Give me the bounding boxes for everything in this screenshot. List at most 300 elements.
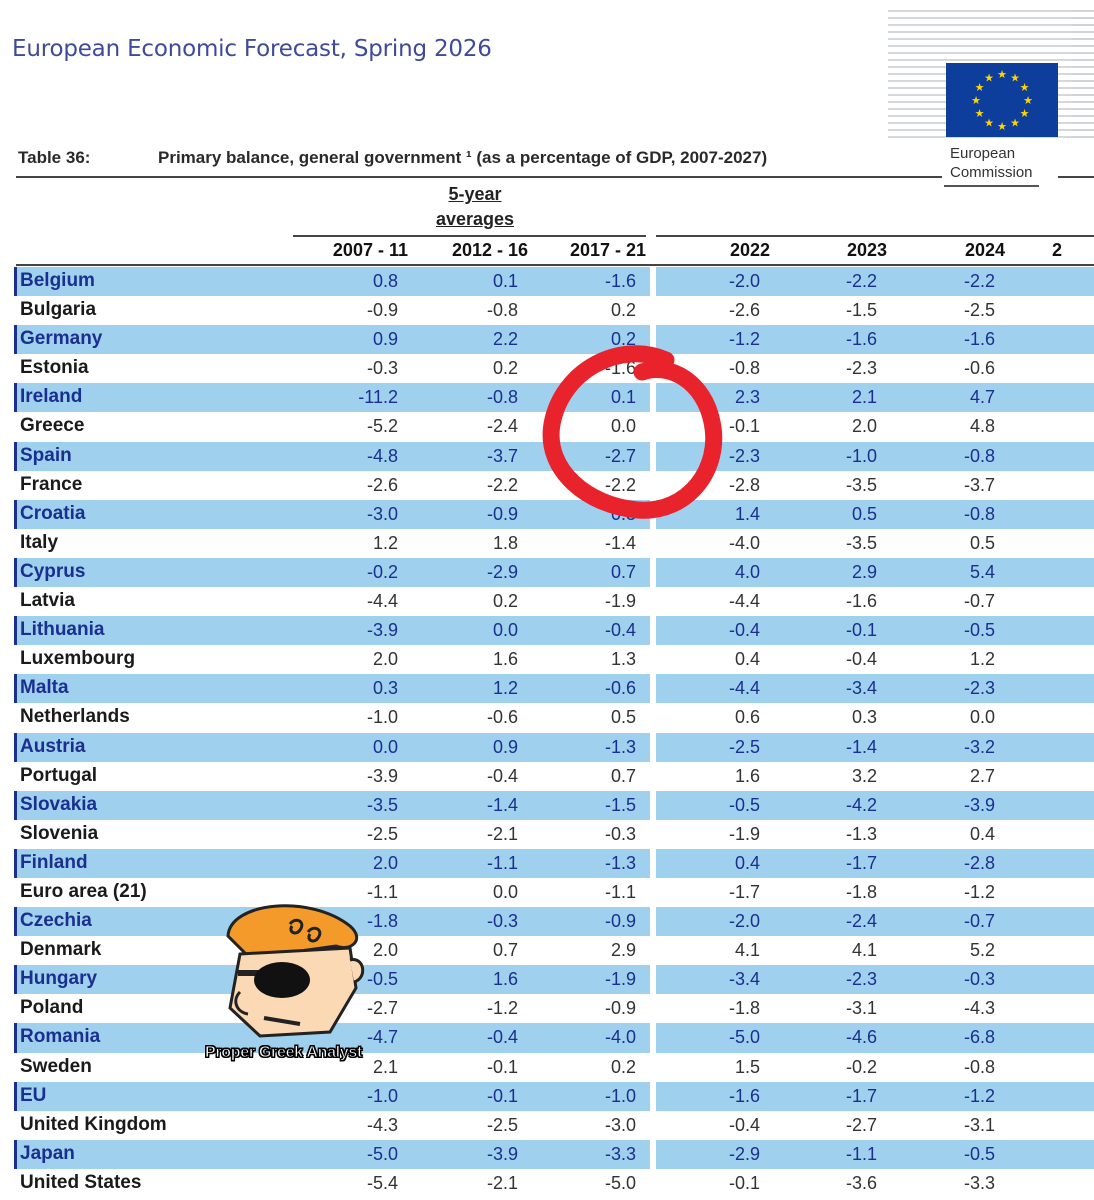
country-label: Estonia — [20, 357, 89, 379]
table-cell: 2.0 — [372, 940, 398, 961]
table-row — [14, 1140, 1094, 1169]
table-cell: -0.9 — [604, 998, 636, 1019]
column-gap — [650, 645, 656, 674]
column-gap — [650, 1023, 656, 1052]
table-cell: -4.0 — [604, 1027, 636, 1048]
table-cell: -3.9 — [366, 620, 398, 641]
table-cell: -0.9 — [604, 911, 636, 932]
table-cell: -2.0 — [728, 911, 760, 932]
table-cell: 2.0 — [372, 649, 398, 670]
table-cell: -1.7 — [728, 881, 760, 902]
table-cell: -1.1 — [366, 881, 398, 902]
table-cell: -2.6 — [728, 300, 760, 321]
table-cell: 1.8 — [492, 532, 518, 553]
table-cell: -0.8 — [728, 358, 760, 379]
table-row — [14, 267, 1094, 296]
table-cell: -0.1 — [728, 1172, 760, 1193]
table-cell: -1.7 — [845, 1085, 877, 1106]
column-gap — [650, 1140, 656, 1169]
table-cell: 0.9 — [372, 329, 398, 350]
table-cell: -0.3 — [963, 969, 995, 990]
table-cell: -2.2 — [963, 271, 995, 291]
country-label: Spain — [20, 444, 72, 466]
table-cell: -1.1 — [486, 852, 518, 873]
table-cell: -1.2 — [728, 329, 760, 350]
table-cell: -4.6 — [845, 1027, 877, 1048]
table-row — [14, 1023, 1094, 1052]
column-gap — [650, 587, 656, 616]
table-cell: -4.8 — [366, 445, 398, 466]
table-cell: 2.3 — [734, 387, 760, 408]
table-cell: -3.7 — [963, 474, 995, 495]
flag-star-icon: ★ — [984, 72, 994, 85]
table-cell: -2.5 — [728, 736, 760, 757]
col-header: 2017 - 21 — [569, 240, 646, 260]
column-gap — [650, 1053, 656, 1082]
table-cell: -3.5 — [366, 794, 398, 815]
mascot-caption: Proper Greek Analyst — [205, 1044, 363, 1061]
country-label: Hungary — [20, 968, 98, 990]
table-cell: -0.1 — [486, 1056, 518, 1077]
table-row — [14, 1082, 1094, 1111]
column-gap — [650, 762, 656, 791]
table-cell: -2.0 — [728, 271, 760, 291]
table-cell: 0.0 — [372, 736, 398, 757]
flag-star-icon: ★ — [984, 117, 994, 130]
table-cell: -3.7 — [486, 445, 518, 466]
col-header: 2024 — [964, 240, 1005, 260]
table-row — [14, 849, 1094, 878]
years-rule — [656, 235, 1094, 237]
table-cell: 2.2 — [492, 329, 518, 350]
table-cell: -2.8 — [728, 474, 760, 495]
table-cell: -2.3 — [728, 445, 760, 466]
table-cell: -0.1 — [486, 1085, 518, 1106]
table-cell: 1.3 — [610, 649, 636, 670]
table-cell: -2.2 — [486, 474, 518, 495]
table-cell: -0.1 — [845, 620, 877, 641]
red-circle-annotation — [540, 338, 730, 528]
report-title: European Economic Forecast, Spring 2026 — [12, 36, 492, 62]
table-cell: 0.8 — [372, 271, 398, 291]
table-cell: 0.2 — [492, 591, 518, 612]
heading-rule — [16, 176, 942, 178]
table-cell: 1.4 — [734, 503, 760, 524]
table-cell: 0.3 — [610, 503, 636, 524]
table-cell: -3.1 — [845, 998, 877, 1019]
table-cell: -1.9 — [728, 823, 760, 844]
table-row — [14, 1053, 1094, 1082]
table-cell: -0.5 — [963, 620, 995, 641]
table-cell: -1.6 — [604, 271, 636, 291]
table-cell: 4.7 — [969, 387, 995, 408]
table-cell: -0.2 — [845, 1056, 877, 1077]
table-cell: -2.3 — [845, 358, 877, 379]
table-cell: -0.2 — [366, 561, 398, 582]
table-cell: -0.4 — [728, 620, 760, 641]
column-gap — [650, 733, 656, 762]
column-gap — [650, 965, 656, 994]
table-cell: -0.7 — [963, 591, 995, 612]
country-label: Netherlands — [20, 706, 130, 728]
table-cell: -1.4 — [604, 532, 636, 553]
heading-rule-right — [1058, 176, 1094, 178]
table-cell: -1.2 — [963, 1085, 995, 1106]
table-cell: 0.4 — [734, 649, 760, 670]
table-cell: -3.4 — [728, 969, 760, 990]
table-cell: -0.7 — [963, 911, 995, 932]
table-cell: 4.1 — [734, 940, 760, 961]
table-cell: 0.0 — [492, 620, 518, 641]
table-cell: 0.2 — [610, 329, 636, 350]
logo-building-graphic-right — [1072, 10, 1094, 138]
table-cell: -5.4 — [366, 1172, 398, 1193]
table-cell: -1.0 — [845, 445, 877, 466]
table-cell: 0.5 — [610, 707, 636, 728]
table-cell: -0.4 — [728, 1114, 760, 1135]
flag-star-icon: ★ — [1023, 95, 1033, 107]
table-row — [14, 1169, 1094, 1198]
country-label: Slovenia — [20, 822, 99, 844]
table-cell: -1.1 — [604, 881, 636, 902]
table-cell: -0.8 — [963, 503, 995, 524]
column-gap — [650, 1082, 656, 1111]
table-cell: -2.1 — [486, 823, 518, 844]
table-cell: -1.7 — [845, 852, 877, 873]
table-cell: 0.4 — [734, 852, 760, 873]
flag-star-icon: ★ — [997, 121, 1007, 133]
table-row — [14, 703, 1094, 732]
table-cell: -3.9 — [486, 1143, 518, 1164]
table-cell: -2.3 — [845, 969, 877, 990]
country-label: Belgium — [20, 270, 95, 291]
column-gap — [650, 616, 656, 645]
averages-label — [420, 182, 530, 232]
country-label: Germany — [20, 328, 103, 350]
table-cell: -2.2 — [604, 474, 636, 495]
table-cell: -5.0 — [366, 1143, 398, 1164]
country-label: Slovakia — [20, 793, 98, 815]
flag-star-icon: ★ — [1010, 117, 1020, 130]
flag-star-icon: ★ — [997, 69, 1007, 81]
country-label: Ireland — [20, 386, 83, 408]
table-cell: -4.2 — [845, 794, 877, 815]
table-cell: -0.9 — [486, 503, 518, 524]
country-label: Bulgaria — [20, 299, 97, 321]
table-cell: 1.2 — [492, 678, 518, 699]
column-gap — [650, 791, 656, 820]
averages-rule — [293, 235, 646, 237]
table-cell: -4.7 — [366, 1027, 398, 1048]
country-label: Lithuania — [20, 619, 105, 641]
flag-star-icon: ★ — [1019, 82, 1030, 94]
table-cell: -6.8 — [963, 1027, 995, 1048]
table-cell: -1.8 — [366, 911, 398, 932]
col-header: 2023 — [846, 240, 887, 260]
table-cell: -2.7 — [366, 998, 398, 1019]
table-cell: -0.6 — [604, 678, 636, 699]
flag-star-icon: ★ — [974, 108, 985, 120]
country-label: Cyprus — [20, 560, 86, 582]
table-cell: -0.8 — [963, 1056, 995, 1077]
table-row — [14, 936, 1094, 965]
column-gap — [650, 296, 656, 325]
table-cell: 0.2 — [610, 300, 636, 321]
table-cell: 0.5 — [851, 503, 877, 524]
table-cell: 5.2 — [969, 940, 995, 961]
table-cell: -0.4 — [486, 1027, 518, 1048]
table-cell: -1.4 — [486, 794, 518, 815]
table-cell: -3.0 — [604, 1114, 636, 1135]
table-cell: -1.3 — [604, 736, 636, 757]
table-cell: 0.9 — [492, 736, 518, 757]
table-cell: -2.3 — [963, 678, 995, 699]
table-cell: -1.8 — [728, 998, 760, 1019]
table-cell: -5.0 — [728, 1027, 760, 1048]
table-cell: -1.6 — [728, 1085, 760, 1106]
flag-star-icon: ★ — [1010, 72, 1020, 85]
table-cell: -4.4 — [366, 591, 398, 612]
table-cell: -1.6 — [845, 329, 877, 350]
table-row — [14, 558, 1094, 587]
country-label: Czechia — [20, 910, 92, 932]
table-cell: 5.4 — [969, 561, 995, 582]
country-label: Croatia — [20, 502, 86, 524]
table-cell: 2.0 — [372, 852, 398, 873]
col-header: 2007 - 11 — [332, 240, 408, 260]
column-gap — [650, 674, 656, 703]
table-row — [14, 587, 1094, 616]
table-row — [14, 645, 1094, 674]
table-cell: -1.6 — [604, 358, 636, 379]
table-cell: -0.6 — [963, 358, 995, 379]
table-cell: -1.0 — [604, 1085, 636, 1106]
table-cell: -2.4 — [486, 416, 518, 437]
country-label: Austria — [20, 735, 86, 757]
table-cell: -1.5 — [845, 300, 877, 321]
table-cell: -0.8 — [486, 300, 518, 321]
table-cell: -3.6 — [845, 1172, 877, 1193]
country-label: Denmark — [20, 939, 102, 961]
table-row — [14, 907, 1094, 936]
country-label: Greece — [20, 415, 85, 437]
table-number: Table 36: — [18, 148, 91, 167]
table-cell: -3.9 — [366, 765, 398, 786]
table-cell: -11.2 — [358, 387, 398, 408]
table-cell: 4.8 — [969, 416, 995, 437]
column-gap — [650, 820, 656, 849]
table-row — [14, 296, 1094, 325]
table-cell: -2.8 — [963, 852, 995, 873]
table-cell: -3.4 — [845, 678, 877, 699]
table-cell: 4.1 — [851, 940, 877, 961]
table-row — [14, 1111, 1094, 1140]
averages-label-line1: 5-year — [448, 184, 502, 204]
table-cell: -1.9 — [604, 969, 636, 990]
table-cell: -1.3 — [845, 823, 877, 844]
table-cell: -3.1 — [963, 1114, 995, 1135]
table-row — [14, 994, 1094, 1023]
table-cell: -0.3 — [486, 911, 518, 932]
col-header: 2 — [1052, 240, 1063, 260]
country-label: Euro area (21) — [20, 880, 147, 902]
table-cell: 2.7 — [969, 765, 995, 786]
country-label: Portugal — [20, 764, 98, 786]
table-cell: -0.5 — [728, 794, 760, 815]
table-cell: -1.0 — [366, 707, 398, 728]
table-row — [14, 878, 1094, 907]
table-cell: 0.6 — [734, 707, 760, 728]
table-cell: 0.3 — [372, 678, 398, 699]
table-cell: 0.2 — [610, 1056, 636, 1077]
table-cell: 3.2 — [851, 765, 877, 786]
table-cell: 0.5 — [969, 532, 995, 553]
table-cell: 2.9 — [851, 561, 877, 582]
country-label: Sweden — [20, 1055, 92, 1077]
column-gap — [650, 529, 656, 558]
table-row — [14, 529, 1094, 558]
column-gap — [650, 994, 656, 1023]
table-cell: 2.1 — [372, 1056, 398, 1077]
country-label: Malta — [20, 677, 69, 699]
country-label: France — [20, 473, 83, 495]
table-cell: -0.5 — [366, 969, 398, 990]
table-cell: 0.4 — [969, 823, 995, 844]
table-row — [14, 674, 1094, 703]
table-cell: 0.1 — [610, 387, 636, 408]
eu-flag-icon — [946, 63, 1058, 137]
table-cell: 0.0 — [969, 707, 995, 728]
column-gap — [650, 267, 656, 296]
table-cell: -5.0 — [604, 1172, 636, 1193]
table-cell: -1.2 — [963, 881, 995, 902]
table-cell: -1.4 — [845, 736, 877, 757]
table-cell: -0.9 — [366, 300, 398, 321]
country-label: Romania — [20, 1026, 101, 1048]
table-cell: -1.6 — [845, 591, 877, 612]
table-cell: -4.4 — [728, 678, 760, 699]
flag-star-icon: ★ — [1019, 108, 1030, 120]
table-cell: -1.9 — [604, 591, 636, 612]
table-cell: 0.1 — [492, 271, 518, 291]
logo-text-line1: European — [950, 145, 1016, 162]
table-cell: -0.1 — [728, 416, 760, 437]
table-cell: -2.7 — [604, 445, 636, 466]
table-cell: -0.8 — [963, 445, 995, 466]
table-cell: -3.3 — [604, 1143, 636, 1164]
table-cell: -3.9 — [963, 794, 995, 815]
table-cell: -2.5 — [963, 300, 995, 321]
flag-star-icon: ★ — [971, 95, 981, 107]
table-row — [14, 733, 1094, 762]
table-cell: -1.1 — [845, 1143, 877, 1164]
logo-text-line2: Commission — [950, 164, 1033, 181]
table-cell: -0.4 — [845, 649, 877, 670]
table-cell: -0.4 — [604, 620, 636, 641]
table-cell: 0.7 — [610, 561, 636, 582]
country-label: United States — [20, 1171, 142, 1193]
table-cell: -2.9 — [486, 561, 518, 582]
table-cell: -3.5 — [845, 532, 877, 553]
table-cell: 2.0 — [851, 416, 877, 437]
table-cell: 2.9 — [610, 940, 636, 961]
table-cell: -2.5 — [486, 1114, 518, 1135]
column-gap — [650, 558, 656, 587]
table-cell: -1.3 — [604, 852, 636, 873]
column-gap — [650, 1111, 656, 1140]
table-cell: -0.8 — [486, 387, 518, 408]
column-gap — [650, 703, 656, 732]
table-cell: 1.5 — [734, 1056, 760, 1077]
country-label: Italy — [20, 531, 59, 553]
table-cell: 1.6 — [492, 969, 518, 990]
column-gap — [650, 1169, 656, 1198]
table-cell: -1.5 — [604, 794, 636, 815]
table-row — [14, 820, 1094, 849]
flag-star-icon: ★ — [974, 82, 985, 94]
table-cell: 1.6 — [492, 649, 518, 670]
table-cell: -0.6 — [486, 707, 518, 728]
table-cell: -2.6 — [366, 474, 398, 495]
table-cell: -0.3 — [604, 823, 636, 844]
table-cell: -3.3 — [963, 1172, 995, 1193]
table-caption: Primary balance, general government ¹ (as a percentage of GDP, 2007-2027) — [158, 148, 768, 167]
table-cell: -5.2 — [366, 416, 398, 437]
table-cell: 1.2 — [969, 649, 995, 670]
table-row — [14, 616, 1094, 645]
table-cell: -2.4 — [845, 911, 877, 932]
table-cell: -1.0 — [366, 1085, 398, 1106]
table-cell: 1.6 — [734, 765, 760, 786]
table-cell: 0.7 — [492, 940, 518, 961]
column-gap — [650, 936, 656, 965]
country-label: EU — [20, 1084, 47, 1106]
country-label: Japan — [20, 1142, 75, 1164]
table-cell: -3.0 — [366, 503, 398, 524]
table-cell: 0.0 — [492, 881, 518, 902]
column-gap — [650, 907, 656, 936]
col-header: 2012 - 16 — [451, 240, 528, 260]
table-cell: -0.4 — [486, 765, 518, 786]
table-cell: 0.3 — [851, 707, 877, 728]
table-cell: -1.8 — [845, 881, 877, 902]
table-cell: -2.1 — [486, 1172, 518, 1193]
table-cell: -4.3 — [963, 998, 995, 1019]
table-row — [14, 965, 1094, 994]
averages-label-line2: averages — [435, 209, 515, 229]
cartoon-mascot-icon — [200, 896, 370, 1046]
table-cell: -4.0 — [728, 532, 760, 553]
table-row — [14, 762, 1094, 791]
table-cell: -0.3 — [366, 358, 398, 379]
table-cell: 4.0 — [734, 561, 760, 582]
col-header: 2022 — [729, 240, 770, 260]
table-cell: 0.7 — [610, 765, 636, 786]
table-cell: -3.5 — [845, 474, 877, 495]
table-cell: 2.1 — [851, 387, 877, 408]
country-label: Latvia — [20, 590, 75, 612]
logo-text — [944, 143, 1039, 187]
column-gap — [650, 878, 656, 907]
table-cell: -2.7 — [845, 1114, 877, 1135]
country-label: Poland — [20, 997, 84, 1019]
table-cell: -2.5 — [366, 823, 398, 844]
table-cell: 0.2 — [492, 358, 518, 379]
country-label: Luxembourg — [20, 648, 136, 670]
column-gap — [650, 849, 656, 878]
table-cell: 0.0 — [610, 416, 636, 437]
table-row — [14, 791, 1094, 820]
